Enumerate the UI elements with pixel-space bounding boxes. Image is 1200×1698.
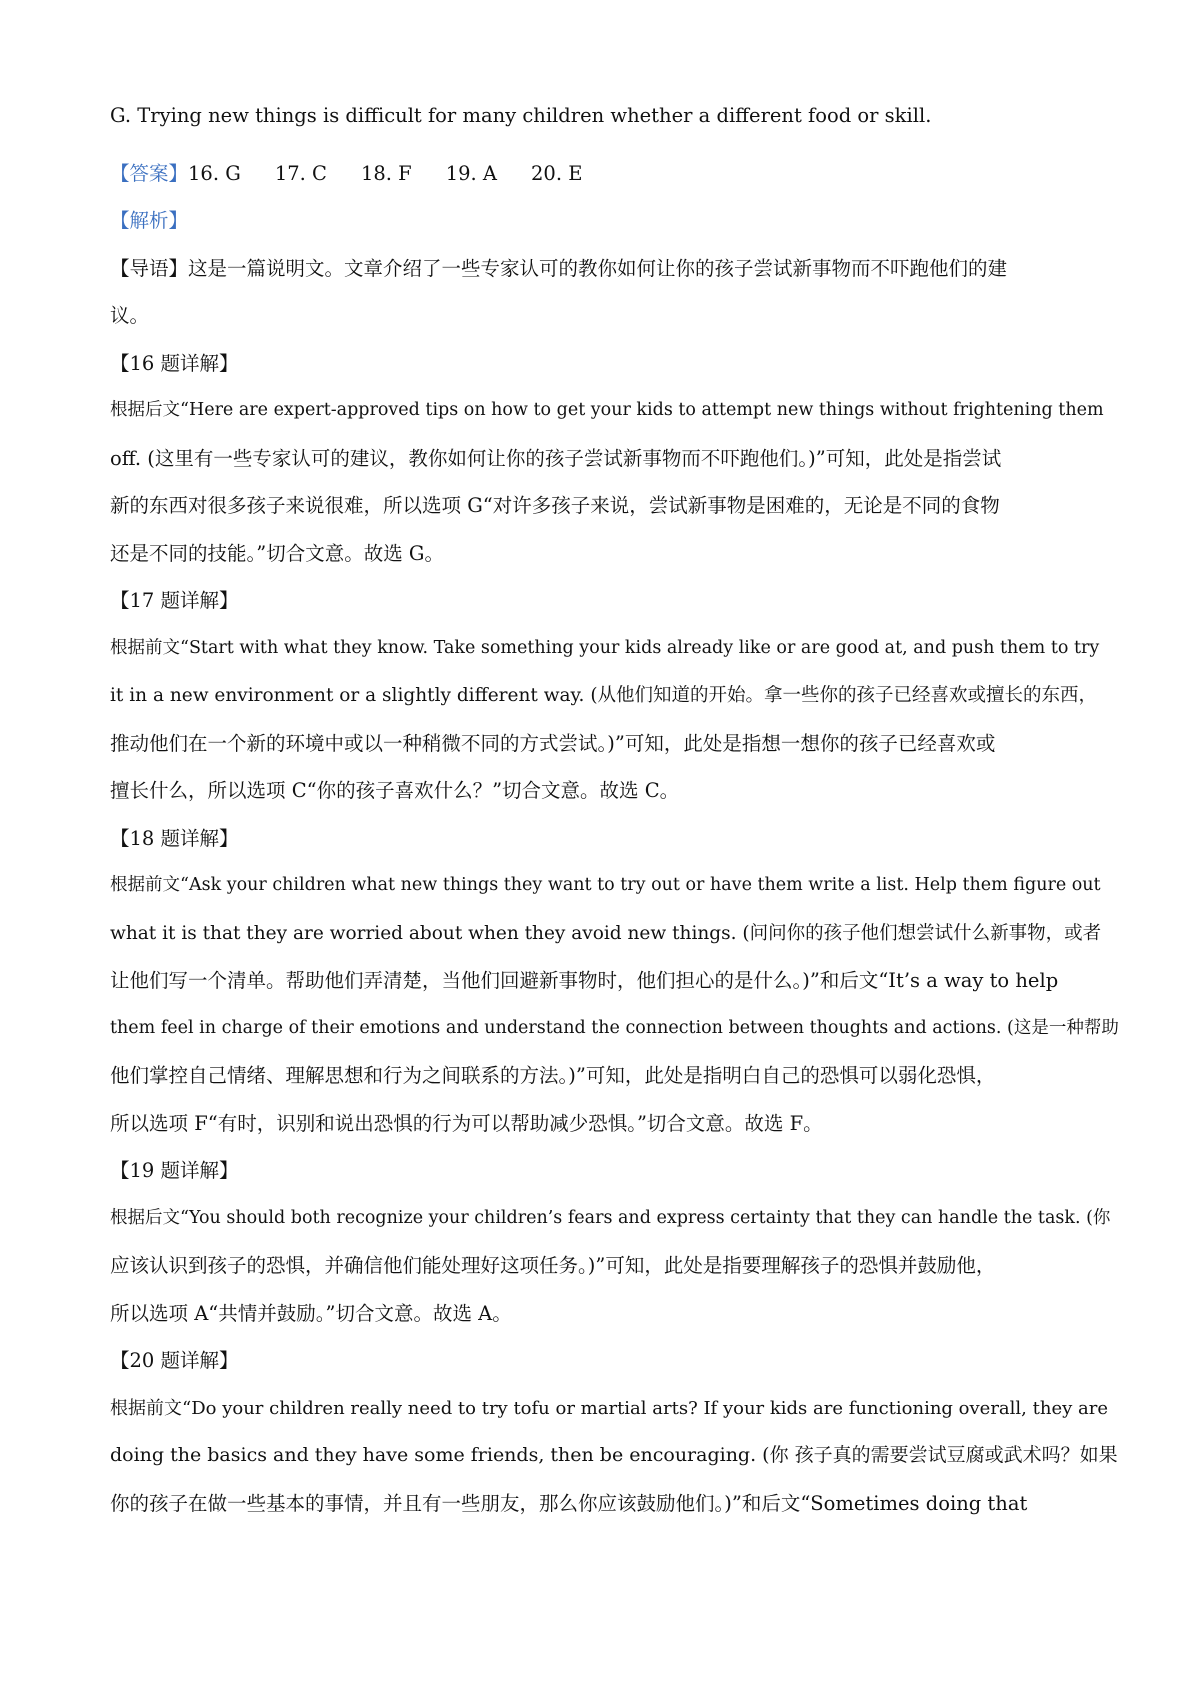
option-g-text: G. Trying new things is difficult for many children whether a different food or skill. — [110, 104, 932, 127]
q17-line: 根据前文“Start with what they know. Take something your kids already like or are good at, and push them to try — [110, 637, 1100, 658]
q18-section — [110, 815, 1120, 1148]
answer-item: 18. F — [360, 161, 412, 185]
q20-line: 根据前文“Do your children really need to try tofu or martial arts? If your kids are functioning overall, they are — [110, 1397, 1108, 1419]
q20-line: 你的孩子在做一些基本的事情，并且有一些朋友，那么你应该鼓励他们。)”和后文“Sometimes doing that — [110, 1491, 1028, 1515]
answer-item: 19. A — [445, 161, 497, 185]
q16-line: 还是不同的技能。”切合文意。故选 G。 — [110, 541, 444, 565]
q19-line: 根据后文“You should both recognize your children’s fears and express certainty that they can handle the task. (你 — [110, 1207, 1111, 1228]
q19-line: 所以选项 A“共情并鼓励。”切合文意。故选 A。 — [110, 1301, 512, 1325]
q20-section — [110, 1337, 1120, 1527]
intro-paragraph — [110, 245, 1120, 340]
q17-line: 推动他们在一个新的环境中或以一种稍微不同的方式尝试。)”可知，此处是指想一想你的孩子已经喜欢或 — [110, 731, 996, 755]
q16-line: 根据后文“Here are expert-approved tips on how to get your kids to attempt new things without frightening them — [110, 400, 1104, 420]
answer-row — [110, 150, 1120, 198]
q18-line: 他们掌控自己情绪、理解思想和行为之间联系的方法。)”可知，此处是指明白自己的恐惧可以弱化恐惧， — [110, 1064, 996, 1087]
answer-label: 【答案】 — [110, 161, 189, 185]
q17-line: it in a new environment or a slightly different way. (从他们知道的开始。拿一些你的孩子已经喜欢或擅长的东西， — [110, 685, 1098, 706]
q16-section — [110, 340, 1120, 578]
q17-line: 擅长什么，所以选项 C“你的孩子喜欢什么？”切合文意。故选 C。 — [110, 779, 680, 802]
q19-line: 应该认识到孩子的恐惧，并确信他们能处理好这项任务。)”可知，此处是指要理解孩子的恐惧并鼓励他， — [110, 1254, 996, 1277]
q19-heading: 【19 题详解】 — [110, 1159, 239, 1182]
intro-line: 【导语】这是一篇说明文。文章介绍了一些专家认可的教你如何让你的孩子尝试新事物而不吓跑他们的建 — [110, 256, 1008, 280]
q19-section — [110, 1147, 1120, 1337]
analysis-label: 【解析】 — [110, 209, 189, 232]
intro-line: 议。 — [110, 304, 150, 327]
q20-heading: 【20 题详解】 — [110, 1349, 239, 1372]
q17-heading: 【17 题详解】 — [110, 589, 239, 612]
q16-line: off. (这里有一些专家认可的建议，教你如何让你的孩子尝试新事物而不吓跑他们。)”可知，此处是指尝试 — [110, 446, 1002, 470]
q18-line: 根据前文“Ask your children what new things they want to try out or have them write a list. Help them figure out — [110, 875, 1101, 895]
q18-line: what it is that they are worried about when they avoid new things. (问问你的孩子他们想尝试什么新事物，或者 — [110, 922, 1102, 944]
q20-line: doing the basics and they have some friends, then be encouraging. (你 孩子真的需要尝试豆腐或武术吗？如果 — [110, 1444, 1118, 1466]
q18-line: them feel in charge of their emotions and understand the connection between thoughts and actions. (这是一种帮助 — [110, 1017, 1119, 1038]
q18-line: 所以选项 F“有时，识别和说出恐惧的行为可以帮助减少恐惧。”切合文意。故选 F。 — [110, 1111, 823, 1135]
q16-heading: 【16 题详解】 — [110, 351, 239, 375]
document-page — [110, 92, 1120, 1527]
q18-heading: 【18 题详解】 — [110, 826, 239, 850]
q18-line: 让他们写一个清单。帮助他们弄清楚，当他们回避新事物时，他们担心的是什么。)”和后文“It’s a way to help — [110, 969, 1059, 992]
answer-item: 17. C — [274, 161, 327, 185]
q17-section — [110, 577, 1120, 815]
answer-item: 20. E — [531, 161, 583, 185]
answer-item: 16. G — [188, 161, 241, 185]
q16-line: 新的东西对很多孩子来说很难，所以选项 G“对许多孩子来说，尝试新事物是困难的，无论是不同的食物 — [110, 494, 1000, 517]
